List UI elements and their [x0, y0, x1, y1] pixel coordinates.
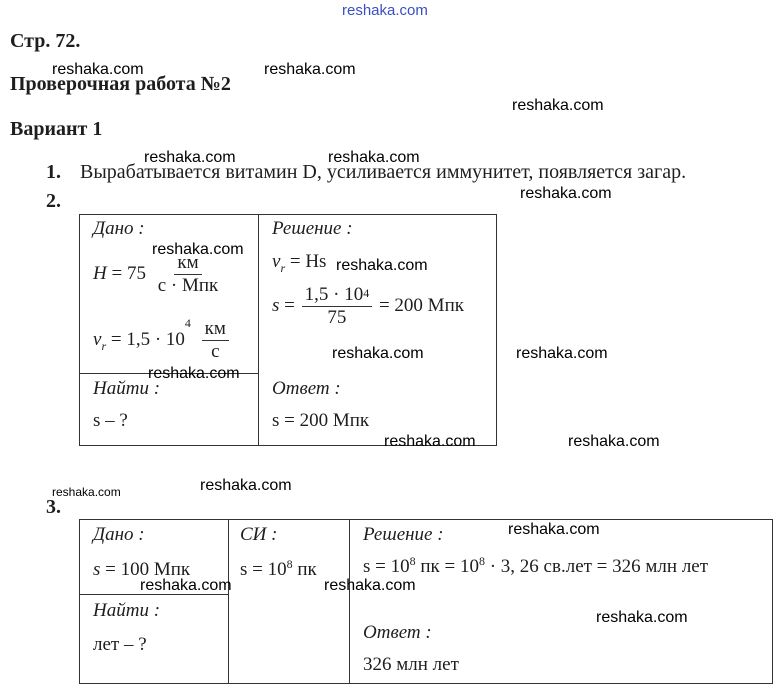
task2-H-unit-den: с · Мпк — [157, 275, 219, 296]
task2-answer-label: Ответ : — [272, 378, 341, 399]
task2-velocity: $v_r = 1,5 \cdot 10^4$ $\frac{км}{с}$ — [93, 318, 229, 363]
task2-find-label: Найти : — [93, 378, 161, 399]
task2-solution-line2: s = $\frac{1,5 \cdot 10^4}{75}$ = 200 Мпк — [272, 284, 464, 328]
watermark: reshaka.com — [140, 577, 232, 594]
task2-v-unit-num: км — [202, 318, 229, 341]
watermark: reshaka.com — [516, 345, 608, 362]
task3-si-value: $s = 10^8$ пк — [240, 557, 317, 580]
task2-given-label: Дано : — [93, 218, 145, 239]
task2-answer-value: s = 200 Мпк — [272, 410, 370, 431]
watermark: reshaka.com — [200, 477, 292, 494]
watermark: reshaka.com — [52, 61, 144, 78]
task1-text: Вырабатывается витамин D, усиливается иммунитет, появляется загар. — [80, 161, 687, 183]
watermark: reshaka.com — [324, 577, 416, 594]
task2-solution-line1: $v_r = Hs$ — [272, 251, 327, 275]
watermark: reshaka.com — [336, 257, 428, 274]
watermark: reshaka.com — [568, 433, 660, 450]
task2-v-unit-den: с — [211, 341, 220, 362]
watermark: reshaka.com — [596, 609, 688, 626]
task2-divider-vertical — [258, 214, 259, 446]
task2-find-value: s – ? — [93, 410, 128, 431]
watermark: reshaka.com — [152, 241, 244, 258]
task2-hubble-constant: H = 75 $\frac{км}{\text{с · Мпк}}$ — [93, 252, 221, 297]
watermark: reshaka.com — [332, 345, 424, 362]
watermark: reshaka.com — [148, 365, 240, 382]
work-title: Проверочная работа №2 — [10, 73, 231, 95]
watermark: reshaka.com — [520, 185, 612, 202]
variant-heading: Вариант 1 — [10, 118, 103, 140]
task3-divider-2 — [349, 519, 350, 684]
task2-H-unit-num: км — [174, 252, 201, 275]
watermark-small: reshaka.com — [52, 485, 121, 499]
task3-find-value: лет – ? — [93, 634, 147, 655]
watermark-top: reshaka.com — [342, 2, 428, 19]
watermark: reshaka.com — [508, 521, 600, 538]
watermark: reshaka.com — [384, 433, 476, 450]
task3-number: 3. — [46, 496, 61, 518]
task2-number: 2. — [46, 190, 61, 212]
task3-solution-line: $s = 10^8$ пк = $10^8 \cdot 3$, 26 св.лет = 326 млн лет — [363, 554, 709, 577]
task3-divider-1 — [228, 519, 229, 684]
watermark: reshaka.com — [328, 149, 420, 166]
watermark: reshaka.com — [264, 61, 356, 78]
task3-answer-label: Ответ : — [363, 622, 432, 643]
task3-si-label: СИ : — [240, 524, 278, 545]
page-label: Стр. 72. — [10, 30, 81, 52]
task3-answer-value: 326 млн лет — [363, 654, 459, 675]
task3-solution-label: Решение : — [363, 524, 444, 545]
task3-given-value: s = 100 Мпк — [93, 559, 191, 580]
task3-find-label: Найти : — [93, 600, 161, 621]
watermark: reshaka.com — [512, 97, 604, 114]
watermark: reshaka.com — [144, 149, 236, 166]
task3-given-label: Дано : — [93, 524, 145, 545]
task2-solution-label: Решение : — [272, 218, 353, 239]
task1-number: 1. — [46, 161, 61, 183]
